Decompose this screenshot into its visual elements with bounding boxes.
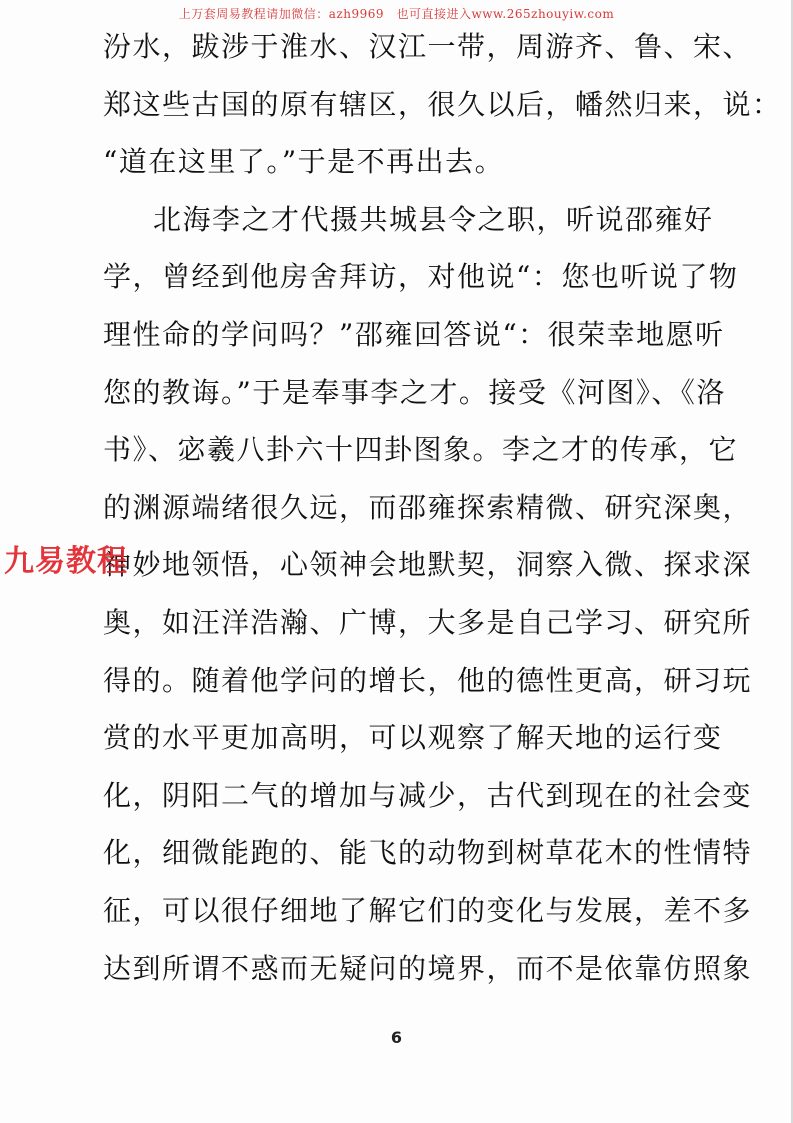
text-line: 您的教诲。”于是奉事李之才。接受《河图》、《洛 [103,375,726,409]
page-number: 6 [390,1028,403,1047]
text-line: 化，阴阳二气的增加与减少，古代到现在的社会变 [103,778,753,812]
text-line: 奥，如汪洋浩瀚、广博，大多是自己学习、研究所 [103,605,753,639]
text-line: 得的。随着他学问的增长，他的德性更高，研习玩 [103,663,753,697]
header-notice: 上万套周易教程请加微信：azh9969 也可直接进入www.265zhouyiw.com [178,7,615,21]
text-line: 书》、宓羲八卦六十四卦图象。李之才的传承，它 [103,433,739,467]
text-line: 神妙地领悟，心领神会地默契，洞察入微、探求深 [103,548,753,582]
text-line-indented: 北海李之才代摄共城县令之职，听说邵雍好 [153,202,714,236]
body-text [103,18,782,997]
text-line: “道在这里了。”于是不再出去。 [103,145,505,179]
text-line: 赏的水平更加高明，可以观察了解天地的运行变 [103,721,723,755]
watermark-stamp: 九易教程 [4,544,128,579]
text-line: 达到所谓不惑而无疑问的境界，而不是依靠仿照象 [103,951,753,985]
text-line: 化，细微能跑的、能飞的动物到树草花木的性情特 [103,836,753,870]
text-line: 的渊源端绪很久远，而邵雍探索精微、研究深奥， [103,490,753,524]
text-line: 理性命的学问吗？”邵雍回答说“：很荣幸地愿听 [103,317,725,351]
text-line: 郑这些古国的原有辖区，很久以后，幡然归来，说： [103,87,782,121]
text-line: 征，可以很仔细地了解它们的变化与发展，差不多 [103,893,753,927]
text-line: 学，曾经到他房舍拜访，对他说“：您也听说了物 [103,260,739,294]
text-line: 汾水，跋涉于淮水、汉江一带，周游齐、鲁、宋、 [103,30,753,63]
